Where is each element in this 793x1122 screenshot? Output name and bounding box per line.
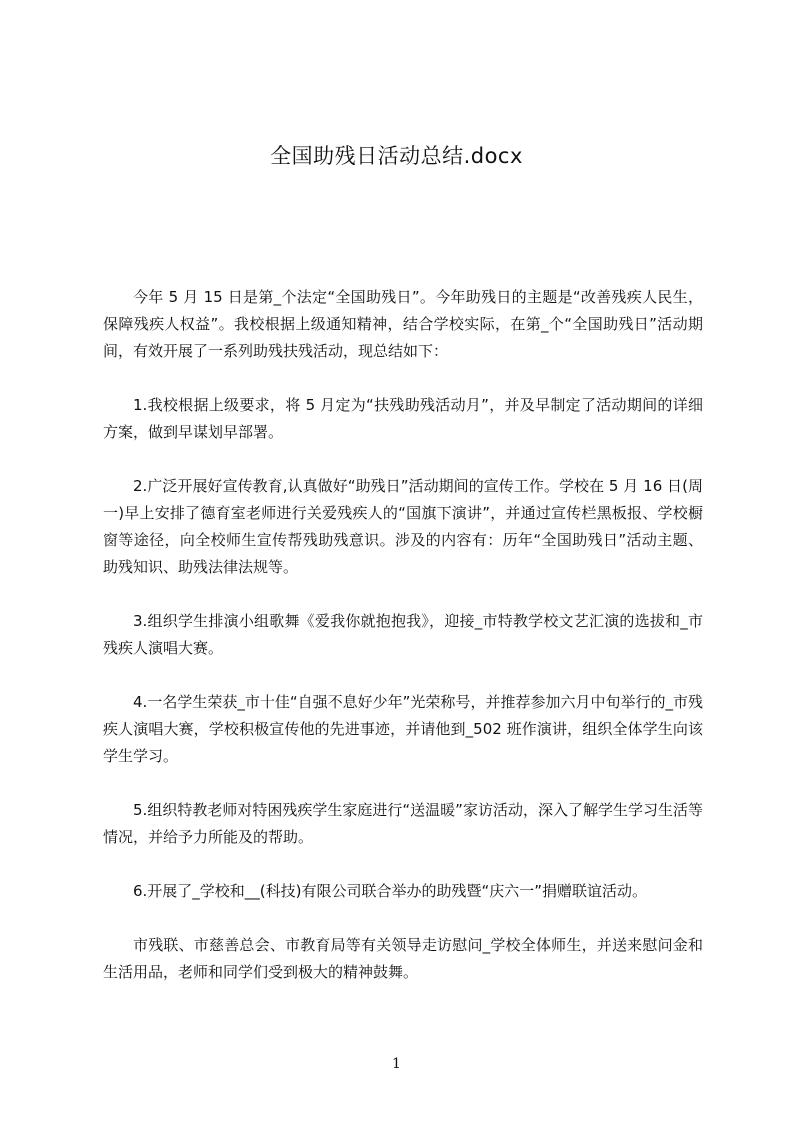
paragraph-intro: 今年 5 月 15 日是第_个法定“全国助残日”。今年助残日的主题是“改善残疾人民生，保障残疾人权益”。我校根据上级通知精神，结合学校实际，在第_个“全国助残日”活动期间，有效开展了一系列助残扶残活动，现总结如下： [103,288,703,360]
paragraph-item-2: 2.广泛开展好宣传教育,认真做好“助残日”活动期间的宣传工作。学校在 5 月 16 日(周一)早上安排了德育室老师进行关爱残疾人的“国旗下演讲”，并通过宣传栏黑板报、学校橱窗等途径，向全校师生宣传帮残助残意识。涉及的内容有：历年“全国助残日”活动主题、助残知识、助残法律法规等。 [103,477,703,576]
paragraph-closing: 市残联、市慈善总会、市教育局等有关领导走访慰问_学校全体师生，并送来慰问金和生活用品，老师和同学们受到极大的精神鼓舞。 [103,936,703,981]
paragraph-item-6: 6.开展了_学校和__(科技)有限公司联合举办的助残暨“庆六一”捐赠联谊活动。 [133,882,648,900]
paragraph-item-1: 1.我校根据上级要求，将 5 月定为“扶残助残活动月”，并及早制定了活动期间的详细方案，做到早谋划早部署。 [103,396,703,441]
paragraph-item-3: 3.组织学生排演小组歌舞《爱我你就抱抱我》，迎接_市特教学校文艺汇演的选拔和_市残疾人演唱大赛。 [103,612,703,657]
page-number: 1 [392,1056,401,1072]
document-title: 全国助残日活动总结.docx [270,144,523,168]
paragraph-item-5: 5.组织特教老师对特困残疾学生家庭进行“送温暖”家访活动，深入了解学生学习生活等情况，并给予力所能及的帮助。 [103,801,703,846]
paragraph-item-4: 4.一名学生荣获_市十佳“自强不息好少年”光荣称号，并推荐参加六月中旬举行的_市残疾人演唱大赛，学校积极宣传他的先进事迹，并请他到_502 班作演讲，组织全体学生向该学生学习。 [103,693,703,765]
document-body [103,284,703,986]
